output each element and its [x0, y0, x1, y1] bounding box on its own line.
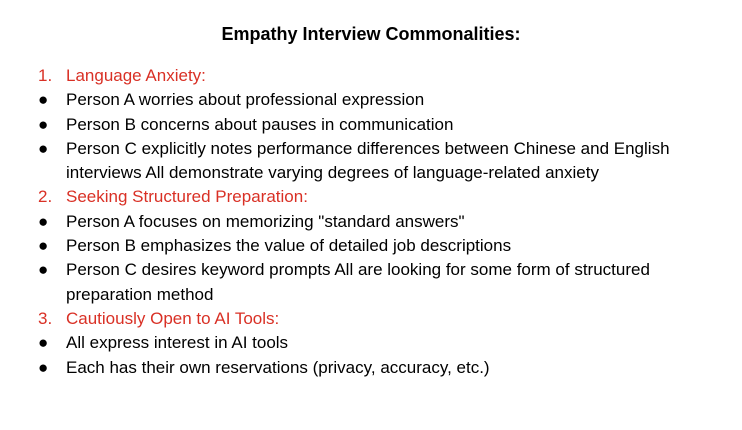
list-item — [0, 258, 742, 307]
list-item-text: Person A focuses on memorizing "standard answers" — [66, 211, 465, 231]
list-item-text: Person C explicitly notes performance differences between Chinese and English interviews All demonstrate varying degrees of language-related anxiety — [66, 138, 670, 183]
section-number: 2. — [38, 187, 53, 207]
section-title: Seeking Structured Preparation: — [66, 187, 308, 207]
list-item-text: Each has their own reservations (privacy, accuracy, etc.) — [66, 357, 490, 377]
section-heading — [0, 307, 742, 331]
section-structured-preparation — [0, 185, 742, 306]
list-item — [0, 137, 742, 186]
section-heading — [0, 64, 742, 88]
bullet-icon: ● — [38, 90, 49, 110]
bullet-icon: ● — [38, 236, 49, 256]
bullet-list — [0, 331, 742, 380]
bullet-icon: ● — [38, 138, 49, 158]
page-title: Empathy Interview Commonalities: — [221, 24, 521, 44]
bullet-list — [0, 88, 742, 185]
section-heading — [0, 185, 742, 209]
list-item — [0, 210, 742, 234]
bullet-icon: ● — [38, 260, 49, 280]
bullet-icon: ● — [38, 211, 49, 231]
list-item — [0, 234, 742, 258]
section-language-anxiety — [0, 64, 742, 185]
section-ai-tools — [0, 307, 742, 380]
list-item — [0, 356, 742, 380]
list-item-text: Person B concerns about pauses in communication — [66, 114, 454, 134]
section-number: 3. — [38, 308, 53, 328]
section-number: 1. — [38, 66, 53, 85]
bullet-icon: ● — [38, 357, 49, 377]
bullet-icon: ● — [38, 333, 49, 353]
list-item-text: All express interest in AI tools — [66, 333, 289, 353]
section-title: Language Anxiety: — [66, 66, 206, 85]
bullet-list — [0, 210, 742, 307]
commonalities-list — [0, 64, 742, 380]
list-item — [0, 331, 742, 355]
list-item — [0, 88, 742, 112]
list-item-text: Person B emphasizes the value of detailed job descriptions — [66, 236, 512, 256]
list-item-text: Person C desires keyword prompts All are looking for some form of structured preparation method — [66, 260, 650, 304]
list-item-text: Person A worries about professional expression — [66, 90, 425, 110]
bullet-icon: ● — [38, 114, 49, 134]
section-title: Cautiously Open to AI Tools: — [66, 308, 280, 328]
list-item — [0, 113, 742, 137]
